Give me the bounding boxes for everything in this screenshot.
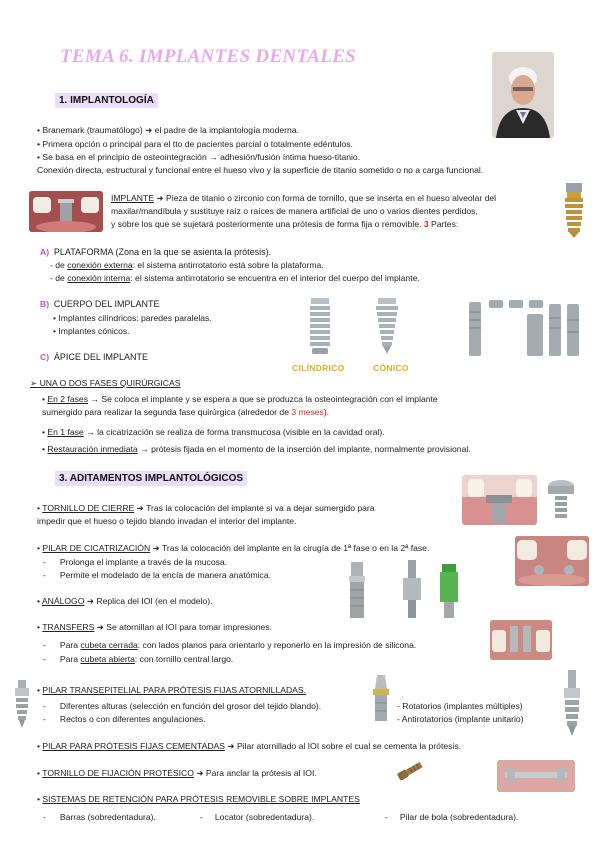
part-a-text: PLATAFORMA (Zona en la que se asienta la prótesis). xyxy=(53,247,272,257)
transfers-sub-2-post: : con tornillo central largo. xyxy=(134,654,234,664)
dash: - xyxy=(43,714,46,724)
parts-count: 3 xyxy=(423,219,429,229)
transepithelial-abutment-left-image xyxy=(12,680,32,730)
analogo-term: ANÁLOGO xyxy=(41,596,85,606)
transepithelial-right-illustration xyxy=(558,670,586,738)
fase-2-text: → Se coloca el implante y se espera a que se produzca la osteointegración con el implante xyxy=(88,394,438,404)
fase-1-term: En 1 fase xyxy=(47,427,84,437)
pilar-cicatrizacion-line: • PILAR DE CICATRIZACIÓN ➜ Tras la colocación del implante en la cirugía de 1ª fase o en la 2ª fase. xyxy=(37,543,430,553)
fase-2-duration: 3 meses xyxy=(291,407,324,417)
implant-gum-illustration xyxy=(29,191,103,232)
bar-retention-image xyxy=(497,760,575,792)
transfers-def: ➜ Se atornillan al IOI para tomar impresiones. xyxy=(94,622,273,632)
dash: - xyxy=(43,640,46,650)
fase-2-l2-pre: sumergido para realizar la segunda fase quirúrgica (alrededor de xyxy=(42,407,292,417)
transfers-sub-2 xyxy=(43,654,233,666)
pilar-cementadas-term: PILAR PARA PRÓTESIS FIJAS CEMENTADAS xyxy=(42,741,225,751)
retencion-locator xyxy=(200,812,314,824)
tornillo-cierre-term: TORNILLO DE CIERRE xyxy=(42,503,135,513)
implante-line-3 xyxy=(111,219,458,231)
page-title: TEMA 6. IMPLANTES DENTALES xyxy=(60,46,357,67)
pilar-cementadas-def: ➜ Pilar atornillado al IOI sobre el cual se cementa la prótesis. xyxy=(225,741,462,751)
implante-def-3: y sobre los que se sujetará posteriormente una prótesis de forma fija o removible. xyxy=(111,219,424,229)
cylindrical-implant-image xyxy=(303,298,337,356)
cover-screw-model-illustration xyxy=(462,475,537,525)
transepithelial-abutment-center-image xyxy=(368,675,394,727)
cubeta-abierta-term: cubeta abierta xyxy=(80,654,135,664)
part-b-text: CUERPO DEL IMPLANTE xyxy=(53,299,160,309)
part-a-l1-pre: - de xyxy=(50,260,68,270)
part-a-line-2 xyxy=(50,273,420,285)
implante-def-1: ➜ Pieza de titanio o zirconio con forma de tornillo, que se inserta en el hueso alveolar del xyxy=(153,193,497,203)
pilar-cicatrizacion-def: ➜ Tras la colocación del implante en la cirugía de 1ª fase o en la 2ª fase. xyxy=(150,543,430,553)
rotatorios-text: - Rotatorios (implantes múltiples) xyxy=(397,701,523,711)
part-c xyxy=(40,351,148,364)
pilar-transepitelial-sub-1 xyxy=(43,701,321,713)
fixation-screw-image xyxy=(393,756,427,786)
fase-2-term: En 2 fases xyxy=(47,394,89,404)
cubeta-cerrada-term: cubeta cerrada xyxy=(80,640,138,650)
dash: - xyxy=(43,701,46,711)
part-a-l2-pre: - de xyxy=(50,273,68,283)
part-b-line-1: • Implantes cilíndricos: paredes paralelas. xyxy=(53,313,212,323)
antirotatorios-text: - Antirotatorios (implante unitario) xyxy=(397,714,524,724)
transfer-green-image xyxy=(436,564,462,622)
tornillo-fijacion-line: • TORNILLO DE FIJACIÓN PROTÉSICO ➜ Para anclar la prótesis al IOI. xyxy=(37,768,317,778)
dash: - xyxy=(43,654,46,664)
dash: - xyxy=(43,812,46,822)
fase-2-l2-post: ). xyxy=(323,407,330,417)
conical-implant-image xyxy=(370,298,404,356)
implante-term: IMPLANTE xyxy=(111,193,154,203)
tornillo-cierre-def-1: ➜ Tras la colocación del implante si va a dejar sumergido para xyxy=(134,503,375,513)
implant-set-image xyxy=(465,298,585,360)
pilar-cementadas-line: • PILAR PARA PRÓTESIS FIJAS CEMENTADAS ➜ Pilar atornillado al IOI sobre el cual se cementa la prótesis. xyxy=(37,741,462,751)
fases-heading: ➢ UNA O DOS FASES QUIRÚRGICAS xyxy=(30,378,181,388)
cover-screw-illustration xyxy=(545,478,577,524)
fase-2-line-2 xyxy=(42,407,329,419)
caption-conico: CÓNICO xyxy=(373,363,409,373)
analog-image xyxy=(345,562,369,622)
pilar-cicatrizacion-sub-1-text: Prolonga el implante a través de la mucosa. xyxy=(59,557,228,567)
locator-text: Locator (sobredentadura). xyxy=(214,812,315,822)
pilar-transepitelial-term: PILAR TRANSEPITELIAL PARA PRÓTESIS FIJAS ATORNILLADAS. xyxy=(42,685,307,695)
section-heading-aditamentos: 3. ADITAMENTOS IMPLANTOLÓGICOS xyxy=(55,471,247,486)
part-b-line-2: • Implantes cónicos. xyxy=(53,326,130,336)
transfers-line: • TRANSFERS ➜ Se atornillan al IOI para tomar impresiones. xyxy=(37,622,273,632)
tornillo-cierre-line-1: • TORNILLO DE CIERRE ➜ Tras la colocación del implante si va a dejar sumergido para xyxy=(37,503,375,513)
pilar-transepitelial-sub-1-text: Diferentes alturas (selección en función del grosor del tejido blando). xyxy=(59,701,322,711)
tornillo-fijacion-term: TORNILLO DE FIJACIÓN PROTÉSICO xyxy=(42,768,194,778)
healing-abutment-mouth-image xyxy=(515,536,589,586)
implante-line-1 xyxy=(111,193,496,205)
transepithelial-abutment-right-image xyxy=(558,670,586,738)
bullet-primera-opcion: • Primera opción o principal para el tto de pacientes parcial o totalmente edéntulos. xyxy=(37,139,353,149)
transfer-screw-image xyxy=(400,560,424,622)
transepithelial-center-illustration xyxy=(368,675,394,727)
healing-abutment-mouth-illustration xyxy=(515,536,589,586)
fase-2-line-1: • En 2 fases → Se coloca el implante y se espera a que se produzca la osteointegración con el implante xyxy=(42,394,438,404)
implant-set-illustration xyxy=(465,298,585,360)
bullet-branemark: • Branemark (traumatólogo) ➜ el padre de la implantología moderna. xyxy=(37,125,299,135)
caption-cilindrico: CILÍNDRICO xyxy=(292,363,345,373)
conexion-externa-term: conexión externa xyxy=(67,260,133,270)
implant-in-gum-photo xyxy=(29,191,103,232)
part-a-l2-post: : el sistema antirrotatorio se encuentra en el interior del cuerpo del implante. xyxy=(130,273,420,283)
tornillo-cierre-line-2: impedir que el hueso o tejido blando invadan el interior del implante. xyxy=(37,516,297,526)
dash: - xyxy=(43,557,46,567)
parts-label: Partes: xyxy=(428,219,459,229)
analogo-def: ➜ Replica del IOI (en el modelo). xyxy=(84,596,213,606)
transfers-sub-2-pre: Para xyxy=(59,654,81,664)
transfers-sub-1 xyxy=(43,640,416,652)
pilar-transepitelial-sub-2 xyxy=(43,714,206,726)
gold-implant-illustration xyxy=(560,183,588,238)
part-a-line-1 xyxy=(50,260,324,272)
retencion-barras xyxy=(43,812,156,824)
cover-screw-model-image xyxy=(462,475,537,525)
transfer-green-illustration xyxy=(436,564,462,622)
part-a-l1-post: : el sistema antirrotatorio está sobre la plataforma. xyxy=(132,260,324,270)
cylindrical-implant-illustration xyxy=(303,298,337,356)
bola-text: Pilar de bola (sobredentadura). xyxy=(399,812,519,822)
part-a xyxy=(40,246,271,259)
transfers-mouth-illustration xyxy=(490,620,552,660)
dash: - xyxy=(200,812,203,822)
conical-implant-illustration xyxy=(370,298,404,356)
bullet-osteointegracion: • Se basa en el principio de osteointegración → adhesión/fusión íntima hueso-titanio. xyxy=(37,152,361,162)
part-c-text: ÁPICE DEL IMPLANTE xyxy=(53,352,149,362)
transfers-sub-1-post: : con lados planos para orientarlo y reponerlo en la impresión de silicona. xyxy=(137,640,417,650)
pilar-cicatrizacion-sub-1 xyxy=(43,557,227,569)
pilar-cicatrizacion-sub-2-text: Permite el modelado de la encía de manera anatómica. xyxy=(59,570,272,580)
fase-1-text: → la cicatrización se realiza de forma transmucosa (visible en la cavidad oral). xyxy=(83,427,385,437)
conexion-text: Conexión directa, estructural y funcional entre el hueso vivo y la superficie de titanio sometido o no a carga funcional. xyxy=(37,165,484,175)
pilar-cicatrizacion-sub-2 xyxy=(43,570,271,582)
sistemas-retencion-term: SISTEMAS DE RETENCIÓN PARA PRÓTESIS REMOVIBLE SOBRE IMPLANTES xyxy=(42,794,360,804)
section-heading-implantologia: 1. IMPLANTOLOGÍA xyxy=(55,93,158,108)
part-b-letter: B) xyxy=(40,299,50,309)
restauracion-text: → prótesis fijada en el momento de la inserción del implante, normalmente provisional. xyxy=(137,444,471,454)
cover-screw-image xyxy=(545,478,577,524)
dash: - xyxy=(385,812,388,822)
implante-line-2: maxilar/mandíbula y sustituye raíz o raíces de manera artificial de uno o varios dientes perdidos, xyxy=(111,206,478,216)
pilar-cicatrizacion-term: PILAR DE CICATRIZACIÓN xyxy=(42,543,151,553)
transfers-mouth-image xyxy=(490,620,552,660)
restauracion-term: Restauración inmediata xyxy=(47,444,138,454)
pilar-transepitelial-line: • PILAR TRANSEPITELIAL PARA PRÓTESIS FIJAS ATORNILLADAS. xyxy=(37,685,307,695)
portrait-illustration xyxy=(492,52,554,138)
transfers-term: TRANSFERS xyxy=(42,622,95,632)
barras-text: Barras (sobredentadura). xyxy=(59,812,156,822)
analogo-line: • ANÁLOGO ➜ Replica del IOI (en el modelo). xyxy=(37,596,213,606)
conexion-interna-term: conexión interna xyxy=(67,273,131,283)
part-c-letter: C) xyxy=(40,352,50,362)
branemark-portrait xyxy=(492,52,554,138)
analog-illustration xyxy=(345,562,369,622)
fixation-screw-illustration xyxy=(393,756,427,786)
restauracion-line: • Restauración inmediata → prótesis fijada en el momento de la inserción del implante, normalmente provisional. xyxy=(42,444,471,454)
pilar-transepitelial-sub-2-text: Rectos o con diferentes angulaciones. xyxy=(59,714,206,724)
transfer-screw-illustration xyxy=(400,560,424,622)
transfers-sub-1-pre: Para xyxy=(59,640,81,650)
transepithelial-left-illustration xyxy=(12,680,32,730)
tornillo-fijacion-def: ➜ Para anclar la prótesis al IOI. xyxy=(193,768,317,778)
bar-retention-illustration xyxy=(497,760,575,792)
fase-1-line: • En 1 fase → la cicatrización se realiza de forma transmucosa (visible en la cavidad oral). xyxy=(42,427,385,437)
gold-implant-image xyxy=(560,183,588,238)
sistemas-retencion-line: • SISTEMAS DE RETENCIÓN PARA PRÓTESIS REMOVIBLE SOBRE IMPLANTES xyxy=(37,794,360,804)
part-b xyxy=(40,298,160,311)
part-a-letter: A) xyxy=(40,247,50,257)
retencion-bola xyxy=(385,812,518,824)
dash: - xyxy=(43,570,46,580)
